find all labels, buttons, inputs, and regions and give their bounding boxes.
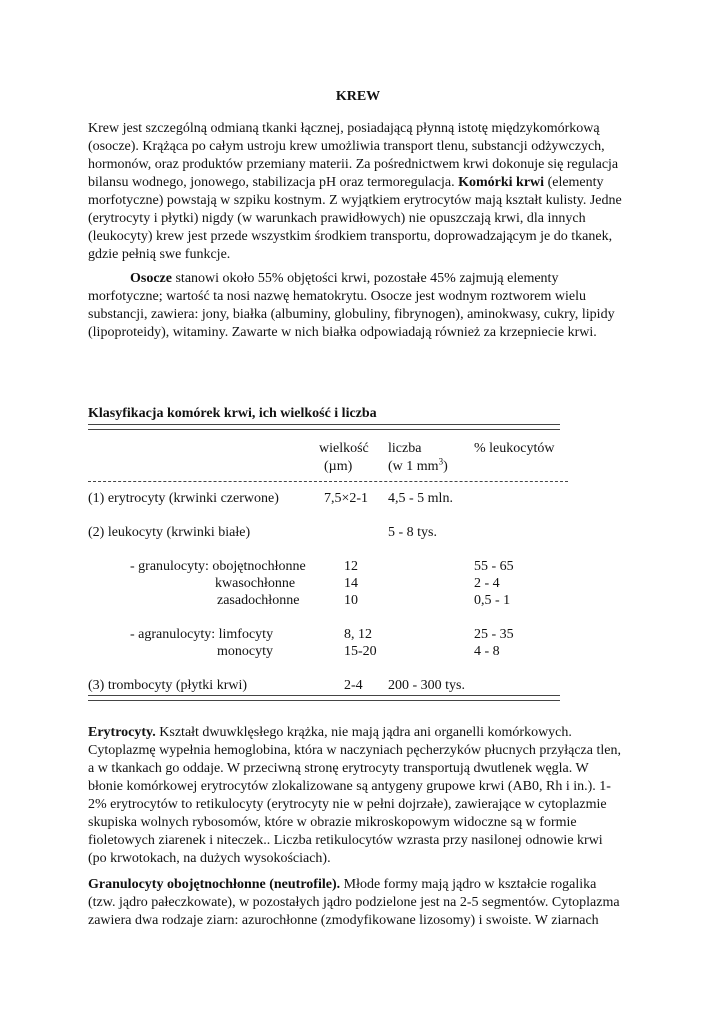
table-header-dash-rule (88, 481, 568, 482)
neutrophils-paragraph (88, 876, 623, 930)
row-monocytes-size: 15-20 (344, 644, 377, 659)
row-lymphocytes-size: 8, 12 (344, 627, 372, 642)
table-title: Klasyfikacja komórek krwi, ich wielkość i liczba (88, 406, 377, 421)
header-count-2: (w 1 $mm^3$) (388, 456, 448, 474)
row-leukocytes-label: (2) leukocyty (krwinki białe) (88, 525, 251, 540)
plasma-paragraph (88, 270, 623, 342)
row-monocytes-percent: 4 - 8 (474, 644, 500, 659)
neutrophils-text: Młode formy mają jądro w kształcie rogalika (tzw. jądro pałeczkowate), w pozostałych jądro podzielone jest na 2-5 segmentów. Cytoplazma zawiera dwa rodzaje ziarn: azurochłonne (zmodyfikowane lizosomy) i swoiste. W ziarnach (88, 877, 620, 928)
row-erythrocytes-size: 7,5×2-1 (324, 491, 369, 506)
row-monocytes-label: monocyty (217, 644, 273, 659)
row-lymphocytes-percent: 25 - 35 (474, 627, 514, 642)
plasma-text: stanowi około 55% objętości krwi, pozostałe 45% zajmują elementy morfotyczne; wartość ta nosi nazwę hematokrytu. Osocze jest wodnym roztworem wielu substancji, zawiera: jony, białka (albuminy, globuliny, fibrynogen), aminokwasy, cukry, lipidy (lipoproteidy), witaminy. Zawarte w nich białka odpowiadają również za krzepniecie krwi. (88, 271, 615, 340)
header-percent: % leukocytów (474, 441, 555, 456)
intro-bold-term: Komórki krwi (458, 175, 545, 190)
table-bottom-rule (88, 695, 560, 701)
row-erythrocytes-label: (1) erytrocyty (krwinki czerwone) (88, 491, 279, 506)
row-neutrophils-size: 12 (344, 559, 358, 574)
row-neutrophils-label: - granulocyty: obojętnochłonne (130, 559, 306, 574)
page-title: KREW (335, 89, 381, 104)
row-thrombocytes-label: (3) trombocyty (płytki krwi) (88, 678, 248, 693)
header-size-2: (µm) (324, 459, 353, 474)
header-count-1: liczba (388, 441, 422, 456)
row-erythrocytes-count: 4,5 - 5 mln. (388, 491, 453, 506)
intro-text-2: (elementy morfotyczne) powstają w szpiku kostnym. Z wyjątkiem erytrocytów mają kształt kulisty. Jedne (erytrocyty i płytki) nigdy (w warunkach prawidłowych) nie opuszczają krwi, dla innych (leukocyty) krew jest przede wszystkim środkiem transportu, doprowadzającym je do tkanek, gdzie pełnią swe funkcje. (88, 175, 622, 262)
row-thrombocytes-count: 200 - 300 tys. (388, 678, 465, 693)
plasma-bold-term: Osocze (130, 271, 172, 286)
row-eosinophils-label: kwasochłonne (215, 576, 296, 591)
row-eosinophils-percent: 2 - 4 (474, 576, 500, 591)
row-basophils-size: 10 (344, 593, 358, 608)
erythrocytes-paragraph (88, 724, 623, 868)
row-lymphocytes-label: - agranulocyty: limfocyty (130, 627, 274, 642)
erythrocytes-text: Kształt dwuwklęsłego krążka, nie mają jądra ani organelli komórkowych. Cytoplazmę wypełnia hemoglobina, która w naczyniach pęcherzyków płucnych przyłącza tlen, a w tkankach go oddaje. W przeciwną stronę erytrocyty transportują dwutlenek węgla. W błonie komórkowej erytrocytów zlokalizowane są antygeny grupowe krwi (AB0, Rh i in.). 1-2% erytrocytów to retikulocyty (erytrocyty nie w pełni dojrzałe), zawierające w cytoplazmie skupiska wolnych rybosomów, które w obrazie mikroskopowym widoczne są w formie fioletowych ziarenek i niteczek.. Liczba retikulocytów wzrasta przy nasilonej odnowie krwi (po krwotokach, na dużych wysokościach). (88, 725, 621, 866)
table-top-rule (88, 424, 560, 430)
row-thrombocytes-size: 2-4 (344, 678, 363, 693)
header-size-1: wielkość (319, 441, 369, 456)
intro-text-1: Krew jest szczególną odmianą tkanki łącznej, posiadającą płynną istotę międzykomórkową (osocze). Krążąca po całym ustroju krew umożliwia transport tlenu, substancji odżywczych, hormonów, oraz produktów przemiany materii. Za pośrednictwem krwi dokonuje się regulacja bilansu wodnego, jonowego, stabilizacja pH oraz termoregulacja. (88, 121, 619, 190)
erythrocytes-bold-term: Erytrocyty. (88, 725, 156, 740)
row-neutrophils-percent: 55 - 65 (474, 559, 514, 574)
neutrophils-bold-term: Granulocyty obojętnochłonne (neutrofile). (88, 877, 341, 892)
row-eosinophils-size: 14 (344, 576, 358, 591)
row-leukocytes-count: 5 - 8 tys. (388, 525, 437, 540)
row-basophils-label: zasadochłonne (217, 593, 300, 608)
row-basophils-percent: 0,5 - 1 (474, 593, 511, 608)
intro-paragraph (88, 120, 623, 264)
